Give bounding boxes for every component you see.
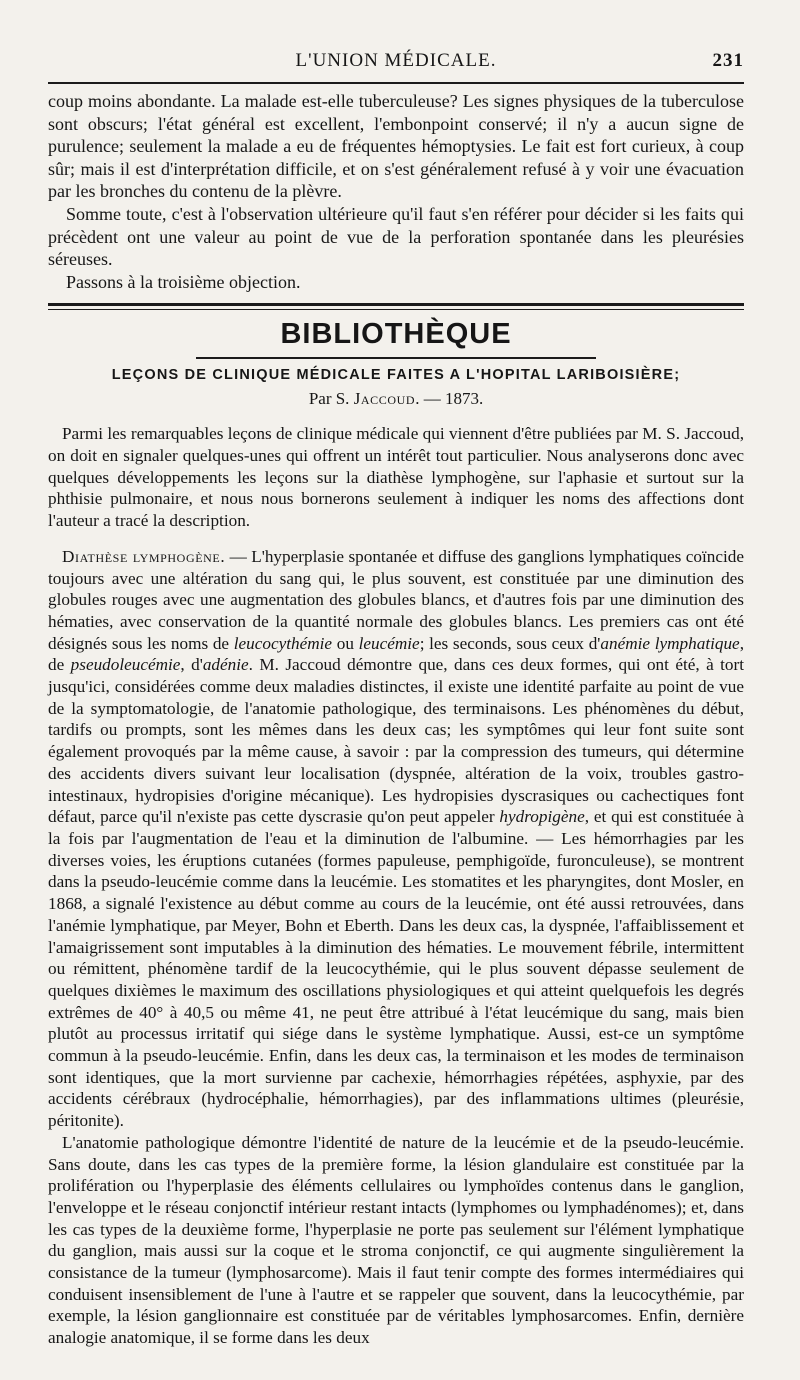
term: leucémie: [358, 633, 420, 653]
intro-paragraph: Somme toute, c'est à l'observation ultérieure qu'il faut s'en référer pour décider si les faits qui précèdent ont une valeur au point de vue de la perforation spontanée dans les pleurésies séreuses.: [48, 203, 744, 270]
byline-author: Jaccoud: [353, 389, 416, 409]
term: anémie lymphatique: [600, 633, 740, 653]
paragraph-heading: Diathèse lymphogène.: [62, 546, 226, 566]
running-head: [48, 44, 744, 78]
body-paragraph: L'anatomie pathologique démontre l'identité de nature de la leucémie et de la pseudo-leucémie. Sans doute, dans les cas types de la première forme, la lésion glandulaire est constituée par la prolifération ou l'hyperplasie des éléments cellulaires ou lymphoïdes contenus dans le ganglion, l'enveloppe et le réseau conjonctif intérieur restant intacts (lymphomes ou lymphadénomes); et, dans les cas types de la deuxième forme, l'hyperplasie ne porte pas seulement sur l'élément lymphatique du ganglion, mais aussi sur la coque et le stroma conjonctif, ce qui augmente singulièrement la consistance de la tumeur (lymphosarcome). Mais il faut tenir compte des formes intermédiaires qui conduisent insensiblement de l'une à l'autre et se rappeler que souvent, dans la leucocythémie, par exemple, la lésion ganglionnaire est constituée par de véritables lymphosarcomes. Enfin, dernière analogie anatomique, il se forme dans les deux: [48, 1132, 744, 1348]
byline-suffix: . — 1873.: [415, 389, 484, 409]
term: hydropigène: [499, 807, 585, 827]
section-title: BIBLIOTHÈQUE: [280, 318, 512, 351]
section-divider: [48, 303, 744, 310]
byline: [48, 389, 744, 409]
term: pseudoleucémie: [70, 655, 181, 675]
page-number: 231: [712, 50, 744, 71]
review-subtitle: LEÇONS DE CLINIQUE MÉDICALE FAITES A L'HOPITAL LARIBOISIÈRE;: [111, 367, 681, 384]
byline-prefix: Par S.: [308, 389, 350, 409]
header-rule: [48, 82, 744, 84]
intro-paragraph: Passons à la troisième objection.: [66, 271, 301, 292]
term: leucocythémie: [233, 633, 333, 653]
intro-paragraph: coup moins abondante. La malade est-elle tuberculeuse? Les signes physiques de la tuberculose sont obscurs; l'état général est excellent, l'embonpoint conservé; il n'y a aucun signe de purulence; seulement la malade a eu de fréquentes hémoptysies. Le fait est fort curieux, à coup sûr; mais il est d'interprétation difficile, et on s'est généralement refusé à y voir une évacuation par les bronches du contenu de la plèvre.: [48, 91, 744, 202]
title-rule: [196, 357, 596, 359]
body-paragraph: Diathèse lymphogène. — L'hyperplasie spontanée et diffuse des ganglions lymphatiques coïncide toujours avec une altération du sang qui, le plus souvent, est constituée par une diminution des globules rouges avec une augmentation des globules blancs, et d'autres fois par une diminution des hématies, avec conservation de la quantité normale des globules blancs. Les premiers cas ont été désignés sous les noms de leucocythémie ou leucémie; les seconds, sous ceux d'anémie lymphatique, de pseudoleucémie, d'adénie. M. Jaccoud démontre que, dans ces deux formes, qui ont été, à tort jusqu'ici, considérées comme deux maladies distinctes, il existe une identité parfaite au point de vue de la symptomatologie, de l'anatomie pathologique, des terminaisons. Les phénomènes du début, tardifs ou prompts, sont les mêmes dans les deux cas; les symptômes qui leur font suite sont également provoqués par la même cause, à savoir : par la compression des tumeurs, qui détermine des accidents divers suivant leur localisation (dyspnée, altération de la voix, troubles gastro-intestinaux, hydropisies d'origine mécanique). Les hydropisies dyscrasiques ou cachectiques font défaut, parce qu'il n'existe pas cette dyscrasie qu'on peut appeler hydropigène, et qui est constituée à la fois par l'augmentation de l'eau et la diminution de l'albumine. — Les hémorrhagies par les diverses voies, les éruptions cutanées (formes papuleuse, pemphigoïde, furonculeuse), se montrent dans la pseudo-leucémie comme dans la leucémie. Les stomatites et les pharyngites, dont Mosler, en 1868, a signalé l'existence au début comme au cours de la leucémie, ont été aussi retrouvées, dans l'anémie lymphatique, par Meyer, Bohn et Eberth. Dans les deux cas, la dyspnée, l'affaiblissement et l'amaigrissement sont imputables à la diminution des hématies. Le mouvement fébrile, intermittent ou rémittent, phénomène tardif de la leucocythémie, qui le plus souvent dépasse seulement de quelques dixièmes le maximum des oscillations physiologiques et qui atteint quelquefois les degrés extrêmes de 40° à 40,5 ou même 41, ne peut être attribué à l'état leucémique du sang, mais bien plutôt au processus irritatif qui siége dans le système lymphatique. Aussi, est-ce un symptôme commun à la pseudo-leucémie. Enfin, dans les deux cas, la terminaison et les modes de terminaison sont identiques, que la mort survienne par cachexie, hémorrhagies répétées, asphyxie, par des accidents cérébraux (hydrocéphalie, hémorrhagies), par des inflammations ultimes (pleurésie, péritonite).: [48, 546, 744, 1131]
article-body: [48, 423, 744, 1349]
term: adénie: [202, 655, 249, 675]
journal-title: L'UNION MÉDICALE.: [295, 50, 497, 71]
body-paragraph: Parmi les remarquables leçons de clinique médicale qui viennent d'être publiées par M. S. Jaccoud, on doit en signaler quelques-unes qui offrent un intérêt tout particulier. Nous analyserons donc avec quelques développements les leçons sur la diathèse lymphogène, sur l'aphasie et surtout sur la phthisie pulmonaire, et nous nous bornerons seulement à indiquer les noms des affections dont l'auteur a tracé la description.: [48, 424, 744, 531]
intro-text: [48, 90, 744, 293]
